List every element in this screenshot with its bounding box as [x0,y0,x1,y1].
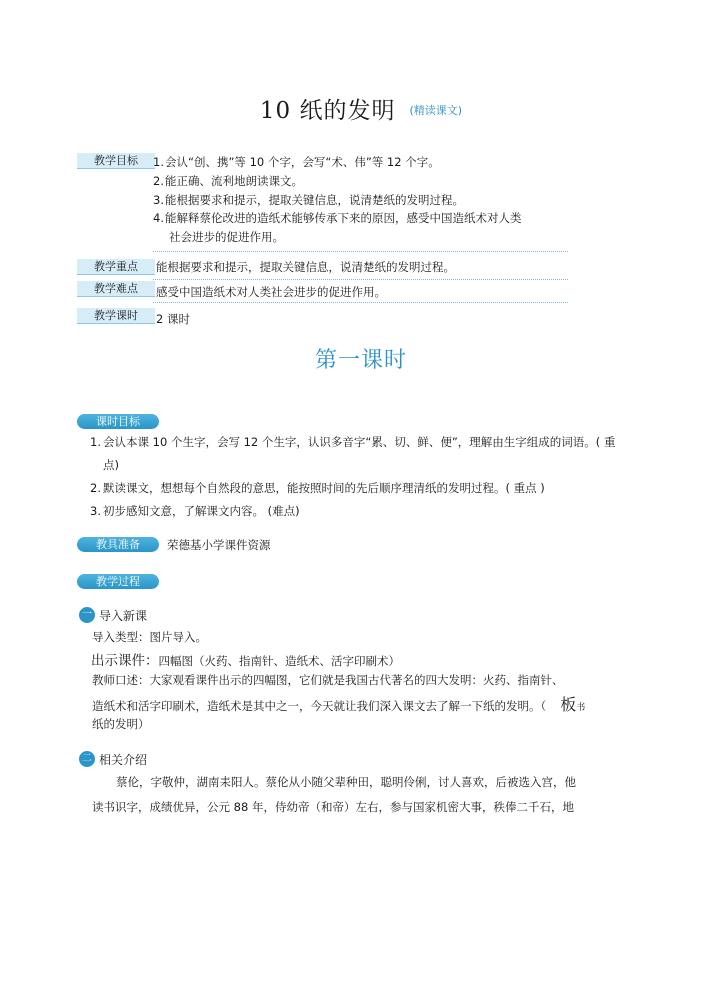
objectives-label: 课时目标 [77,414,159,429]
goal-text: 能解释蔡伦改进的造纸术能够传承下来的原因，感受中国造纸术对人类 [165,211,522,226]
process-label: 教学过程 [77,574,159,589]
goal-item [153,191,583,210]
teacher-text: 造纸术和活字印刷术，造纸术是其中之一，今天就让我们深入课文去了解一下纸的发明。（ [92,699,547,713]
board-char-small: 书 [576,703,586,713]
board-char: 板 [560,695,577,714]
goal-num: 4. [153,211,164,226]
section-1-title: 导入新课 [99,609,148,623]
section-1-show-line [91,649,400,669]
goal-item [153,153,583,172]
goal-num: 1. [153,155,164,169]
goal-text: 能正确、流利地朗读课文。 [165,173,303,188]
lesson-title: 第一课时 [314,348,407,373]
objective-text: 初步感知文意，了解课文内容。 (难点) [103,504,300,518]
divider [153,251,568,252]
goal-item [153,172,583,191]
title-tag: (精读课文) [409,104,463,117]
section-1-type-line: 导入类型：图片导入。 [92,630,207,644]
divider [153,302,568,303]
section-2-title: 相关介绍 [99,753,148,767]
prep-label: 教具准备 [77,537,159,552]
key-text: 能根据要求和提示，提取关键信息，说清楚纸的发明过程。 [156,260,455,274]
show-label: 出示课件： [91,653,159,669]
objective-text: 会认本课 10 个生字，会写 12 个生字，认识多音字“累、切、鲜、便”，理解由生字组成的词语。( 重 [103,435,616,449]
objective-num: 2. [90,481,101,495]
objective-text: 默读课文，想想每个自然段的意思，能按照时间的先后顺序理清纸的发明过程。( 重点 ) [103,481,545,495]
section-1-teacher-line-3: 纸的发明） [92,717,150,731]
section-1-teacher-line-2 [92,692,585,715]
objective-item [90,431,650,454]
divider [153,279,568,280]
difficulty-text: 感受中国造纸术对人类社会进步的促进作用。 [156,285,386,299]
difficulty-label: 教学难点 [77,281,155,297]
section-1-teacher-line-1: 教师口述：大家观看课件出示的四幅图，它们就是我国古代著名的四大发明：火药、指南针、 [92,673,564,687]
prep-text: 荣德基小学课件资源 [167,538,271,552]
objective-item [90,500,650,523]
hours-label: 教学课时 [77,308,155,324]
objective-num: 3. [90,504,101,518]
objective-item [90,477,650,500]
document-title [0,92,722,125]
section-1-number: 一 [79,607,95,623]
objective-num: 1. [90,435,101,449]
objective-item-continuation: 点) [103,458,119,472]
goal-num: 3. [153,192,164,207]
show-text: 四幅图（火药、指南针、造纸术、活字印刷术） [158,654,400,668]
goal-text: 能根据要求和提示，提取关键信息，说清楚纸的发明过程。 [165,192,464,207]
section-2-line-1: 蔡伦，字敬仲，湖南耒阳人。蔡伦从小随父辈种田，聪明伶俐，讨人喜欢，后被选入宫，他 [116,775,576,789]
goal-num: 2. [153,173,164,188]
title-main: 10 纸的发明 [259,98,396,124]
goal-text: 会认“创、携”等 10 个字，会写“术、伟”等 12 个字。 [165,155,440,169]
goals-list [153,153,583,247]
key-label: 教学重点 [77,259,155,275]
goal-item [153,209,583,228]
objectives-list [90,431,650,523]
section-2-number: 二 [79,751,95,767]
goal-item-continuation: 社会进步的促进作用。 [169,230,284,245]
section-2-line-2: 读书识字，成绩优异，公元 88 年，侍幼帝（和帝）左右，参与国家机密大事，秩俸二千石，地 [92,800,574,814]
goals-label: 教学目标 [77,153,155,169]
hours-text: 2 课时 [156,312,190,326]
